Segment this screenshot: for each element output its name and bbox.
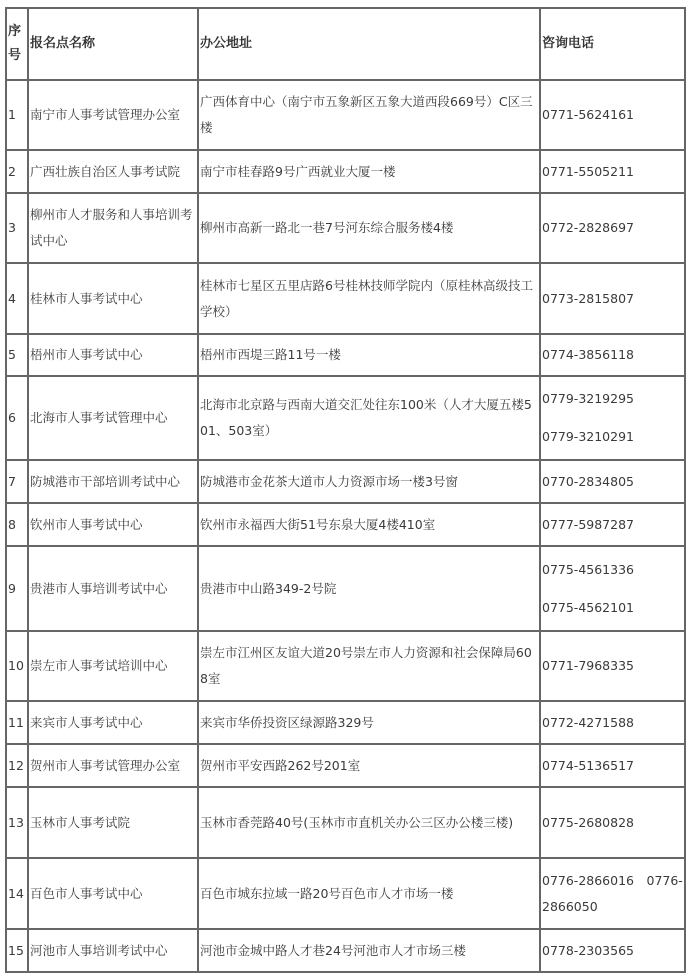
table-row xyxy=(6,334,685,376)
cell-phone: 0776-2866016 0776-2866050 xyxy=(540,858,685,929)
cell-phone: 0774-3856118 xyxy=(540,334,685,376)
cell-no: 13 xyxy=(6,787,28,858)
cell-no: 6 xyxy=(6,376,28,460)
phone-number: 0775-4562101 xyxy=(542,599,634,615)
cell-address: 北海市北京路与西南大道交汇处往东100米（人才大厦五楼501、503室） xyxy=(198,376,540,460)
table-row xyxy=(6,787,685,858)
table-row xyxy=(6,631,685,701)
cell-phone: 0774-5136517 xyxy=(540,744,685,787)
cell-no: 15 xyxy=(6,929,28,972)
cell-address: 来宾市华侨投资区绿源路329号 xyxy=(198,701,540,744)
cell-address: 钦州市永福西大街51号东泉大厦4楼410室 xyxy=(198,503,540,546)
cell-name: 梧州市人事考试中心 xyxy=(28,334,198,376)
cell-phone xyxy=(540,546,685,631)
cell-name: 南宁市人事考试管理办公室 xyxy=(28,80,198,150)
cell-address: 南宁市桂春路9号广西就业大厦一楼 xyxy=(198,150,540,193)
table-row xyxy=(6,150,685,193)
table-row xyxy=(6,744,685,787)
cell-no: 5 xyxy=(6,334,28,376)
cell-no: 9 xyxy=(6,546,28,631)
registration-points-table xyxy=(5,7,686,973)
table-row xyxy=(6,858,685,929)
table-row xyxy=(6,929,685,972)
cell-no: 4 xyxy=(6,263,28,334)
cell-address: 贵港市中山路349-2号院 xyxy=(198,546,540,631)
cell-address: 百色市城东拉域一路20号百色市人才市场一楼 xyxy=(198,858,540,929)
cell-address: 广西体育中心（南宁市五象新区五象大道西段669号）C区三楼 xyxy=(198,80,540,150)
cell-no: 14 xyxy=(6,858,28,929)
table-row xyxy=(6,263,685,334)
cell-name: 广西壮族自治区人事考试院 xyxy=(28,150,198,193)
header-phone: 咨询电话 xyxy=(540,8,685,80)
cell-name: 北海市人事考试管理中心 xyxy=(28,376,198,460)
cell-phone: 0771-5624161 xyxy=(540,80,685,150)
cell-address: 崇左市江州区友谊大道20号崇左市人力资源和社会保障局608室 xyxy=(198,631,540,701)
cell-no: 7 xyxy=(6,460,28,503)
cell-name: 钦州市人事考试中心 xyxy=(28,503,198,546)
table-row xyxy=(6,546,685,631)
table-header-row xyxy=(6,8,685,80)
cell-no: 11 xyxy=(6,701,28,744)
registration-points-table-container xyxy=(5,7,686,973)
cell-name: 崇左市人事考试培训中心 xyxy=(28,631,198,701)
cell-no: 3 xyxy=(6,193,28,263)
header-name: 报名点名称 xyxy=(28,8,198,80)
phone-number: 0779-3219295 xyxy=(542,391,634,406)
cell-phone: 0778-2303565 xyxy=(540,929,685,972)
cell-address: 河池市金城中路人才巷24号河池市人才市场三楼 xyxy=(198,929,540,972)
cell-address: 防城港市金花茶大道市人力资源市场一楼3号窗 xyxy=(198,460,540,503)
table-row xyxy=(6,193,685,263)
cell-name: 来宾市人事考试中心 xyxy=(28,701,198,744)
cell-name: 柳州市人才服务和人事培训考试中心 xyxy=(28,193,198,263)
table-row xyxy=(6,376,685,460)
cell-address: 柳州市高新一路北一巷7号河东综合服务楼4楼 xyxy=(198,193,540,263)
cell-phone: 0777-5987287 xyxy=(540,503,685,546)
cell-phone: 0771-5505211 xyxy=(540,150,685,193)
phone-spacer xyxy=(542,583,683,595)
cell-phone: 0771-7968335 xyxy=(540,631,685,701)
table-row xyxy=(6,80,685,150)
header-no: 序号 xyxy=(6,8,28,80)
cell-phone: 0775-2680828 xyxy=(540,787,685,858)
table-row xyxy=(6,503,685,546)
phone-spacer xyxy=(542,412,683,424)
cell-name: 百色市人事考试中心 xyxy=(28,858,198,929)
cell-name: 河池市人事培训考试中心 xyxy=(28,929,198,972)
header-address: 办公地址 xyxy=(198,8,540,80)
cell-address: 桂林市七星区五里店路6号桂林技师学院内（原桂林高级技工学校） xyxy=(198,263,540,334)
cell-address: 贺州市平安西路262号201室 xyxy=(198,744,540,787)
cell-phone: 0772-4271588 xyxy=(540,701,685,744)
cell-no: 8 xyxy=(6,503,28,546)
cell-phone xyxy=(540,376,685,460)
cell-name: 贵港市人事培训考试中心 xyxy=(28,546,198,631)
cell-no: 2 xyxy=(6,150,28,193)
phone-number: 0775-4561336 xyxy=(542,561,634,577)
cell-no: 1 xyxy=(6,80,28,150)
cell-name: 玉林市人事考试院 xyxy=(28,787,198,858)
phone-number: 0779-3210291 xyxy=(542,429,634,444)
cell-no: 12 xyxy=(6,744,28,787)
table-row xyxy=(6,701,685,744)
cell-no: 10 xyxy=(6,631,28,701)
cell-name: 防城港市干部培训考试中心 xyxy=(28,460,198,503)
cell-name: 贺州市人事考试管理办公室 xyxy=(28,744,198,787)
cell-phone: 0772-2828697 xyxy=(540,193,685,263)
table-row xyxy=(6,460,685,503)
cell-phone: 0770-2834805 xyxy=(540,460,685,503)
cell-address: 梧州市西堤三路11号一楼 xyxy=(198,334,540,376)
cell-address: 玉林市香莞路40号(玉林市市直机关办公三区办公楼三楼) xyxy=(198,787,540,858)
cell-phone: 0773-2815807 xyxy=(540,263,685,334)
cell-name: 桂林市人事考试中心 xyxy=(28,263,198,334)
